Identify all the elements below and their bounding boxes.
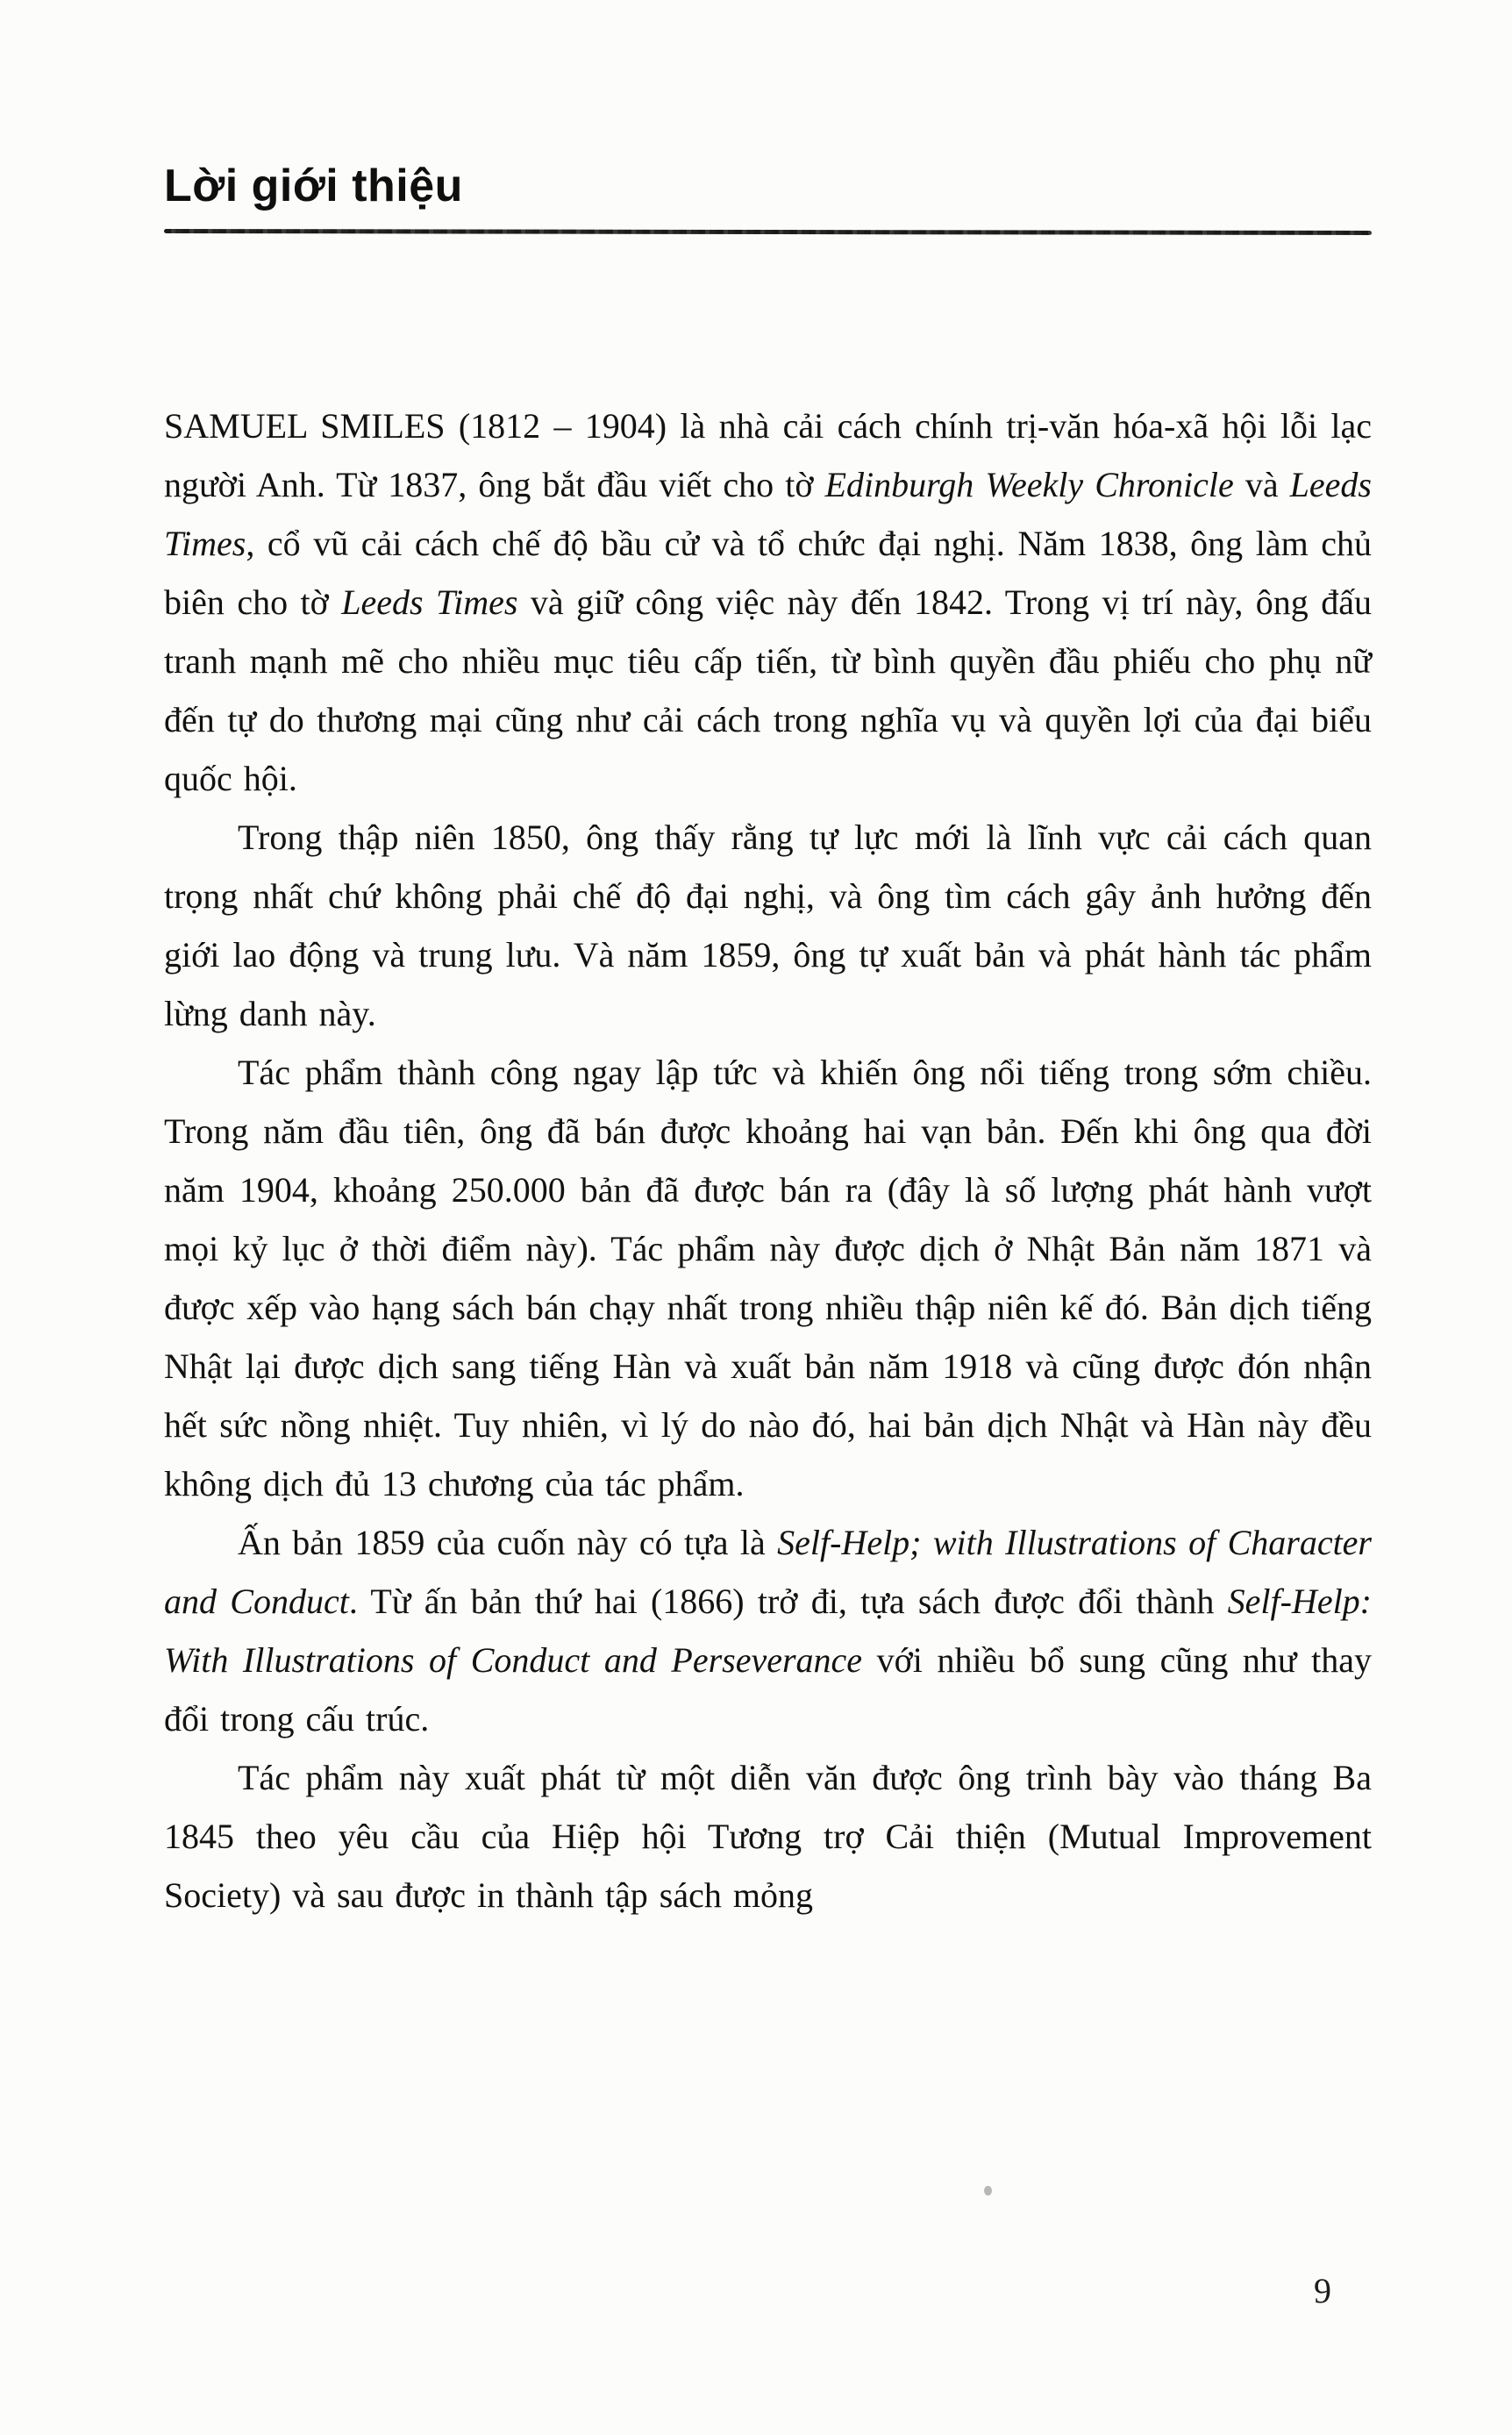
paragraph — [164, 1513, 1372, 1748]
paragraph — [164, 808, 1372, 1043]
page-title: Lời giới thiệu — [164, 161, 463, 211]
text-run: Tác phẩm thành công ngay lập tức và khiến ông nổi tiếng trong sớm chiều. Trong năm đầu tiên, ông đã bán được khoảng hai vạn bản. Đến khi ông qua đời năm 1904, khoảng 250.000 bản đã được bán ra (đây là số lượng phát hành vượt mọi kỷ lục ở thời điểm này). Tác phẩm này được dịch ở Nhật Bản năm 1871 và được xếp vào hạng sách bán chạy nhất trong nhiều thập niên kế đó. Bản dịch tiếng Nhật lại được dịch sang tiếng Hàn và xuất bản năm 1918 và cũng được đón nhận hết sức nồng nhiệt. Tuy nhiên, vì lý do nào đó, hai bản dịch Nhật và Hàn này đều không dịch đủ 13 chương của tác phẩm. — [164, 1053, 1372, 1503]
text-run: Ấn bản 1859 của cuốn này có tựa là — [238, 1523, 778, 1562]
text-run: và giữ công việc này đến 1842. Trong vị trí này, ông đấu tranh mạnh mẽ cho nhiều mục tiêu cấp tiến, từ bình quyền đầu phiếu cho phụ nữ đến tự do thương mại cũng như cải cách trong nghĩa vụ và quyền lợi của đại biểu quốc hội. — [164, 582, 1372, 798]
page-header — [164, 160, 1372, 234]
book-title-italic: Self-Help: With Illustrations of Conduct and Perseverance — [164, 1582, 1372, 1680]
text-run: . Từ ấn bản thứ hai (1866) trở đi, tựa sách được đổi thành — [348, 1582, 1228, 1621]
title-underline — [164, 229, 1372, 235]
paragraph — [164, 1748, 1372, 1924]
book-title-italic: Leeds Times — [341, 582, 518, 622]
book-title-italic: Edinburgh Weekly Chronicle — [824, 465, 1234, 504]
scan-speck — [984, 2186, 992, 2196]
text-run: , cổ vũ cải cách chế độ bầu cử và tổ chức đại nghị. Năm 1838, ông làm chủ biên cho tờ — [164, 524, 1372, 622]
text-run: và — [1233, 465, 1290, 504]
text-run: SAMUEL SMILES (1812 – 1904) là nhà cải cách chính trị-văn hóa-xã hội lỗi lạc người Anh. Từ 1837, ông bắt đầu viết cho tờ — [164, 406, 1372, 504]
text-run: Tác phẩm này xuất phát từ một diễn văn được ông trình bày vào tháng Ba 1845 theo yêu cầu của Hiệp hội Tương trợ Cải thiện (Mutual Improvement Society) và sau được in thành tập sách mỏng — [164, 1758, 1372, 1915]
text-run: Trong thập niên 1850, ông thấy rằng tự lực mới là lĩnh vực cải cách quan trọng nhất chứ không phải chế độ đại nghị, và ông tìm cách gây ảnh hưởng đến giới lao động và trung lưu. Và năm 1859, ông tự xuất bản và phát hành tác phẩm lừng danh này. — [164, 818, 1372, 1033]
paragraph — [164, 1043, 1372, 1513]
body-text — [164, 396, 1372, 1924]
page-number: 9 — [1314, 2271, 1331, 2310]
book-title-italic: Self-Help; with Illustrations of Character and Conduct — [164, 1523, 1373, 1621]
text-run: với nhiều bổ sung cũng như thay đổi trong cấu trúc. — [164, 1640, 1372, 1739]
book-title-italic: Leeds Times — [164, 465, 1372, 563]
paragraph — [164, 396, 1372, 808]
